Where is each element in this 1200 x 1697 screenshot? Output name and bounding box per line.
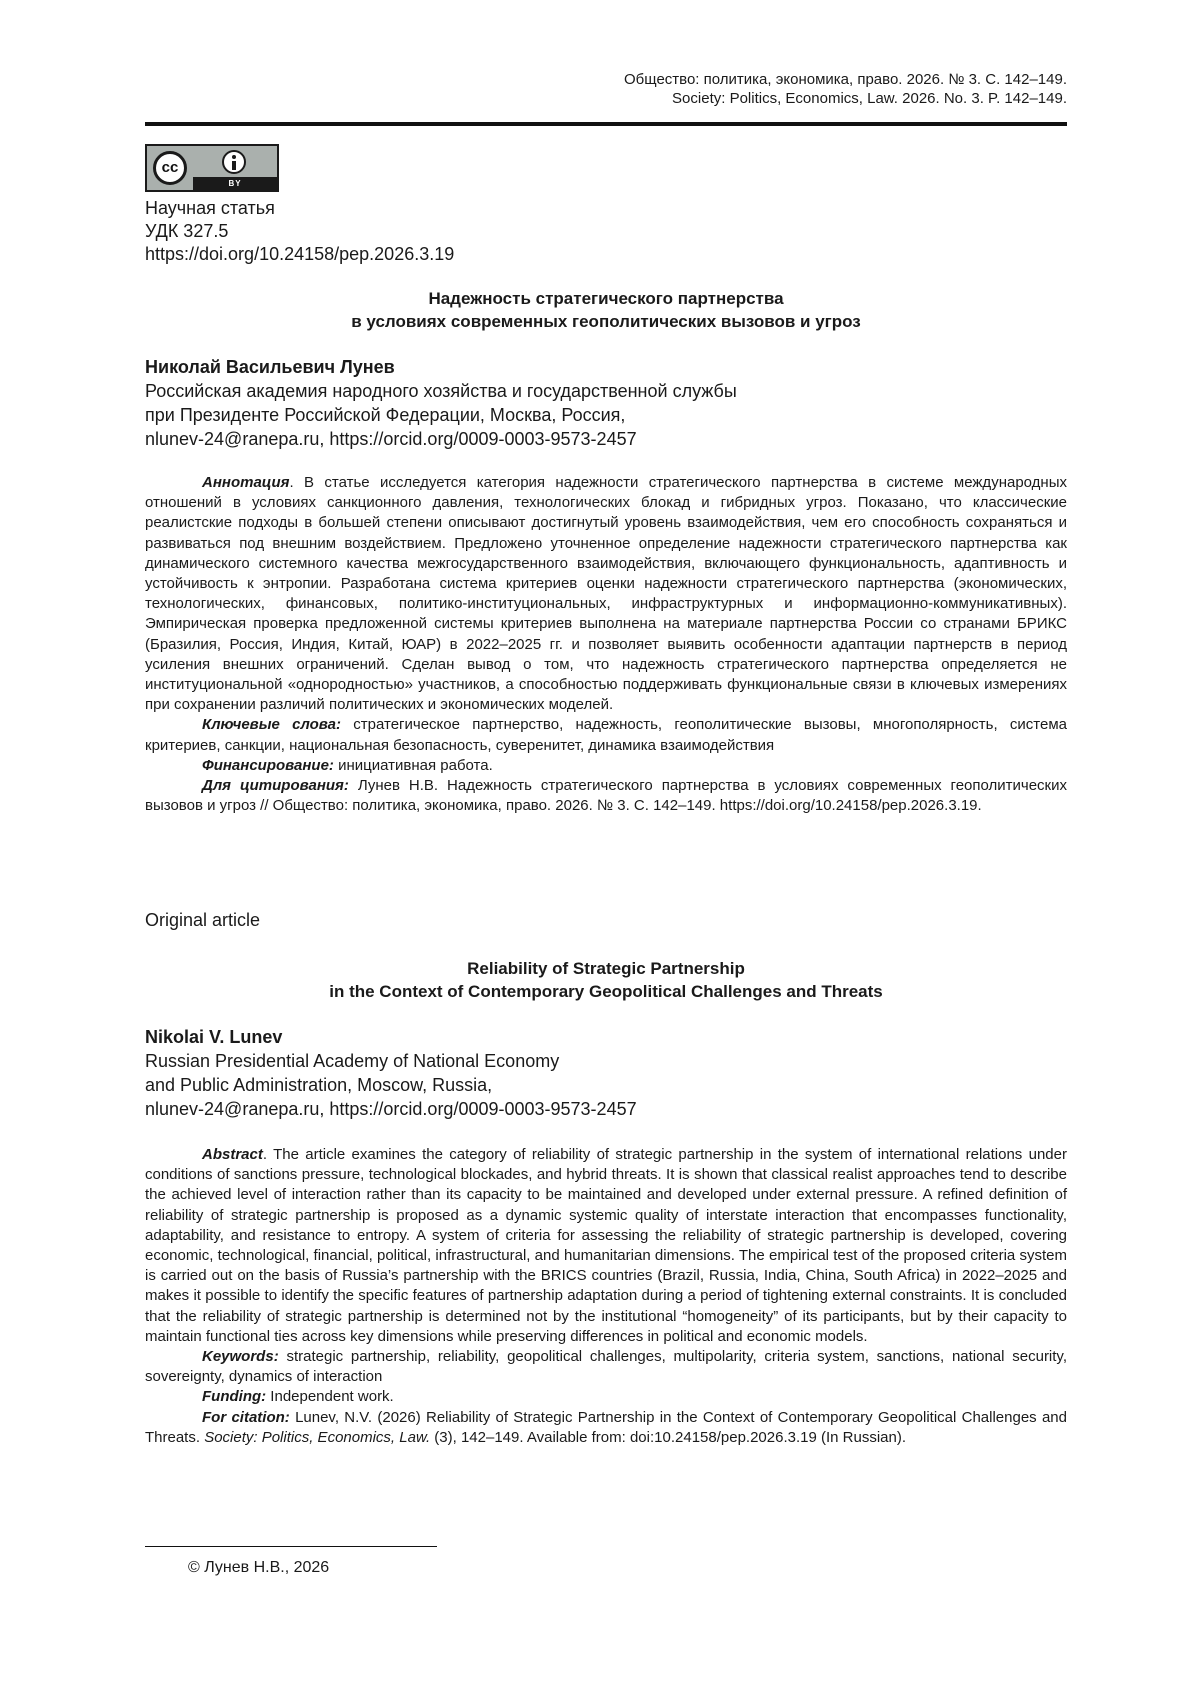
citation-ru [145, 776, 1067, 816]
keywords-en [145, 1347, 1067, 1387]
abstract-en [145, 1145, 1067, 1347]
running-head [624, 70, 1067, 108]
by-label: BY [228, 179, 242, 188]
article-type-ru: Научная статья [145, 198, 275, 218]
keywords-ru [145, 715, 1067, 755]
title-ru-line2: в условиях современных геополитических вызовов и угроз [351, 312, 861, 331]
funding-en [145, 1387, 1067, 1407]
footnote-rule [145, 1546, 437, 1547]
author-name-ru: Николай Васильевич Лунев [145, 357, 395, 377]
title-en [145, 957, 1067, 1003]
abstract-text-ru: . В статье исследуется категория надежности стратегического партнерства в системе международных отношений в условиях санкционного давления, технологических блокад и гибридных угроз. Показано, что классические реалистские подходы в большей степени описывают достигнутый уровень взаимодействия, чем его способность сохраняться и развиваться под внешним воздействием. Предложено уточненное определение надежности стратегического партнерства как динамического системного качества межгосударственного взаимодействия, включающего функциональность, адаптивность и устойчивость к энтропии. Разработана система критериев оценки надежности стратегического партнерства (экономических, технологических, финансовых, политико-институциональных, инфраструктурных и информационно-коммуникативных). Эмпирическая проверка предложенной системы критериев выполнена на материале партнерства России со странами БРИКС (Бразилия, Россия, Индия, Китай, ЮАР) в 2022–2025 гг. и позволяет выявить особенности адаптации партнерств в период усиления внешних ограничений. Сделан вывод о том, что надежность стратегического партнерства определяется не институциональной «однородностью» участников, а способностью поддерживать функциональные связи в ключевых измерениях при сохранении различий политических и экономических моделей. [145, 474, 1067, 714]
funding-ru [145, 756, 1067, 776]
funding-label-ru: Финансирование: [202, 756, 334, 774]
article-type-en: Original article [145, 910, 261, 930]
contact-en[interactable]: nlunev-24@ranepa.ru, https://orcid.org/0009-0003-9573-2457 [145, 1099, 637, 1119]
abstract-label-ru: Аннотация [202, 474, 290, 491]
header-rule [145, 122, 1067, 126]
copyright-notice: © Лунев Н.В., 2026 [188, 1559, 330, 1576]
keywords-text-en: strategic partnership, reliability, geopolitical challenges, multipolarity, criteria system, sanctions, national security, sovereignty, dynamics of interaction [145, 1348, 1067, 1386]
author-block-en [145, 1025, 637, 1121]
title-ru-line1: Надежность стратегического партнерства [428, 289, 784, 308]
author-name-en: Nikolai V. Lunev [145, 1027, 283, 1047]
title-en-line2: in the Context of Contemporary Geopolitical Challenges and Threats [329, 982, 883, 1001]
article-meta [145, 197, 454, 266]
abstract-block-en [145, 1145, 1067, 1448]
author-block-ru [145, 355, 737, 451]
keywords-label-en: Keywords: [202, 1348, 279, 1366]
citation-text-ru: Лунев Н.В. Надежность стратегического партнерства в условиях современных геополитических вызовов и угроз // Общество: политика, экономика, право. 2026. № 3. С. 142–149. https://doi.org/10.24158/pep.2026.3.19. [145, 777, 1067, 815]
udk-code: УДК 327.5 [145, 221, 229, 241]
citation-label-ru: Для цитирования: [202, 777, 349, 795]
affiliation-ru-line1: Российская академия народного хозяйства и государственной службы [145, 381, 737, 401]
citation-en [145, 1408, 1067, 1448]
funding-text-ru: инициативная работа. [333, 756, 493, 774]
running-head-en: Society: Politics, Economics, Law. 2026. No. 3. P. 142–149. [672, 90, 1067, 107]
citation-text-en-1: Lunev, N.V. (2026) Reliability of Strategic Partnership in the Context of Contemporary Geopolitical Challenges and Threats. [145, 1408, 1067, 1446]
affiliation-ru-line2: при Президенте Российской Федерации, Москва, Россия, [145, 405, 626, 425]
keywords-label-ru: Ключевые слова: [202, 716, 341, 734]
creative-commons-by-icon [145, 144, 279, 192]
abstract-block-ru [145, 473, 1067, 816]
cc-circle: cc [153, 151, 187, 185]
doi-link[interactable]: https://doi.org/10.24158/pep.2026.3.19 [145, 244, 455, 264]
abstract-label-en: Abstract [202, 1146, 263, 1163]
affiliation-en-line1: Russian Presidential Academy of National Economy [145, 1051, 560, 1071]
keywords-text-ru: стратегическое партнерство, надежность, геополитические вызовы, многополярность, система критериев, санкции, национальная безопасность, суверенитет, динамика взаимодействия [145, 716, 1067, 754]
funding-label-en: Funding: [202, 1388, 267, 1406]
title-en-line1: Reliability of Strategic Partnership [467, 959, 745, 978]
contact-ru[interactable]: nlunev-24@ranepa.ru, https://orcid.org/0009-0003-9573-2457 [145, 429, 637, 449]
affiliation-en-line2: and Public Administration, Moscow, Russia, [145, 1075, 493, 1095]
title-ru [145, 287, 1067, 333]
abstract-ru [145, 473, 1067, 715]
attribution-person-icon [222, 150, 246, 174]
running-head-ru: Общество: политика, экономика, право. 2026. № 3. С. 142–149. [624, 71, 1067, 88]
citation-journal-en: Society: Politics, Economics, Law. [204, 1428, 431, 1446]
citation-text-en-2: (3), 142–149. Available from: doi:10.24158/pep.2026.3.19 (In Russian). [430, 1428, 907, 1446]
abstract-text-en: . The article examines the category of reliability of strategic partnership in the system of international relations under conditions of sanctions pressure, technological blockades, and hybrid threats. It is shown that classical realist approaches tend to describe the achieved level of interaction rather than its capacity to be maintained and developed under external pressure. A refined definition of reliability of strategic partnership is proposed as a dynamic systemic quality of interstate interaction that encompasses functionality, adaptability, and resistance to entropy. A system of criteria for assessing the reliability of strategic partnership is developed, covering economic, technological, financial, political, infrastructural, and humanitarian dimensions. The empirical test of the proposed criteria system is carried out on the basis of Russia’s partnership with the BRICS countries (Brazil, Russia, India, China, South Africa) in 2022–2025 and makes it possible to identify the specific features of partnership adaptation during a period of tightening external constraints. It is concluded that the reliability of strategic partnership is determined not by the institutional “homogeneity” of its participants, but by their capacity to maintain functional ties across key dimensions while preserving differences in political and economic models. [145, 1146, 1067, 1345]
citation-label-en: For citation: [202, 1408, 290, 1426]
funding-text-en: Independent work. [266, 1388, 394, 1406]
